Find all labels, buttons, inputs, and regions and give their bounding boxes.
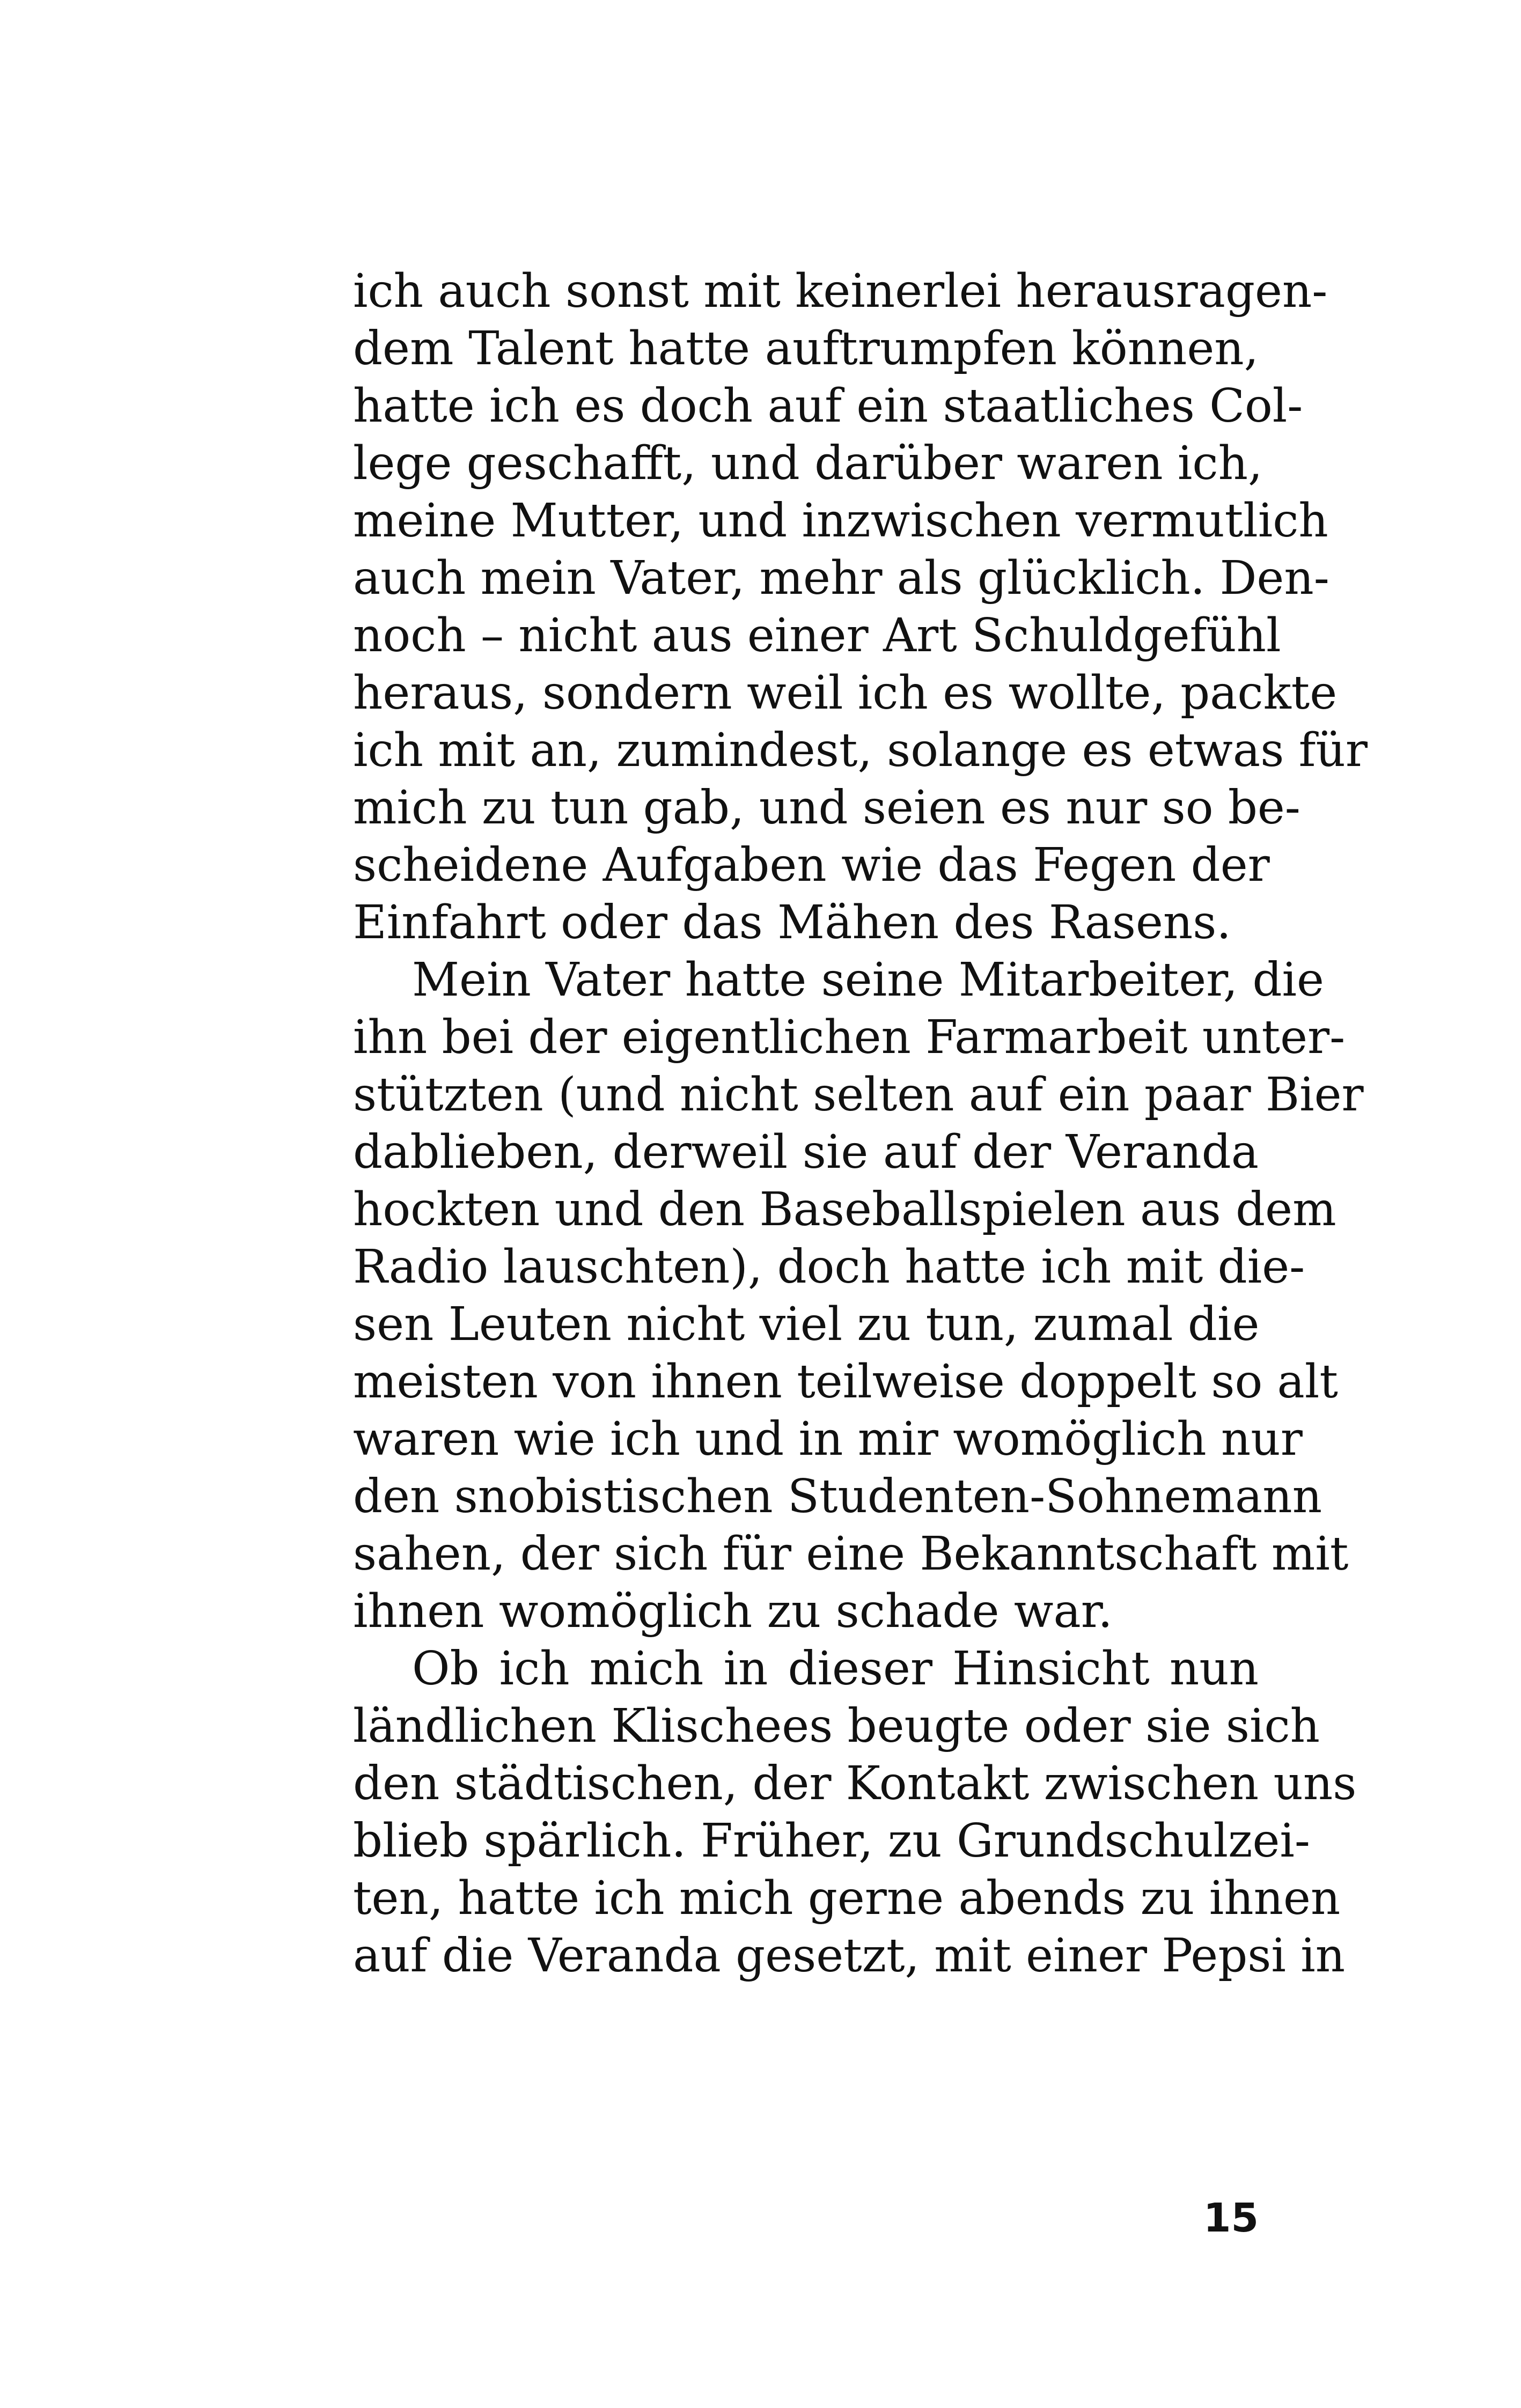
- text-line: ten, hatte ich mich gerne abends zu ihnen: [353, 1872, 1341, 1925]
- text-line: dablieben, derweil sie auf der Veranda: [353, 1125, 1259, 1179]
- text-line: meine Mutter, und inzwischen vermutlich: [353, 494, 1328, 548]
- text-line: ihn bei der eigentlichen Farmarbeit unter-: [353, 1011, 1346, 1064]
- text-line: Mein Vater hatte seine Mitarbeiter, die: [412, 953, 1324, 1007]
- text-line: ich auch sonst mit keinerlei herausragen-: [353, 264, 1328, 318]
- text-line: auf die Veranda gesetzt, mit einer Pepsi in: [353, 1929, 1346, 1983]
- text-line: mich zu tun gab, und seien es nur so be-: [353, 781, 1300, 835]
- text-line: Ob ich mich in dieser Hinsicht nun: [412, 1642, 1259, 1696]
- text-line: stützten (und nicht selten auf ein paar Bier: [353, 1068, 1364, 1122]
- text-line: meisten von ihnen teilweise doppelt so alt: [353, 1355, 1338, 1409]
- text-line: sahen, der sich für eine Bekanntschaft mit: [353, 1527, 1349, 1581]
- text-line: auch mein Vater, mehr als glücklich. Den-: [353, 551, 1329, 605]
- text-line: dem Talent hatte auftrumpfen können,: [353, 322, 1259, 375]
- text-line: den städtischen, der Kontakt zwischen uns: [353, 1757, 1357, 1810]
- text-line: ländlichen Klischees beugte oder sie sich: [353, 1699, 1320, 1753]
- text-line: scheidene Aufgaben wie das Fegen der: [353, 838, 1270, 892]
- text-line: blieb spärlich. Früher, zu Grundschulzei-: [353, 1814, 1310, 1868]
- text-line: lege geschafft, und darüber waren ich,: [353, 437, 1263, 490]
- text-line: Radio lauschten), doch hatte ich mit die-: [353, 1240, 1305, 1294]
- text-line: waren wie ich und in mir womöglich nur: [353, 1412, 1303, 1466]
- text-line: heraus, sondern weil ich es wollte, packte: [353, 666, 1338, 720]
- body-text: [353, 263, 1368, 1985]
- text-line: den snobistischen Studenten-Sohnemann: [353, 1470, 1322, 1523]
- page-number: 15: [1203, 2195, 1259, 2241]
- text-line: hockten und den Baseballspielen aus dem: [353, 1183, 1336, 1236]
- text-line: ihnen womöglich zu schade war.: [353, 1585, 1113, 1638]
- text-line: noch – nicht aus einer Art Schuldgefühl: [353, 609, 1281, 662]
- text-line: hatte ich es doch auf ein staatliches Col-: [353, 379, 1303, 433]
- text-line: sen Leuten nicht viel zu tun, zumal die: [353, 1298, 1260, 1351]
- text-line: ich mit an, zumindest, solange es etwas für: [353, 724, 1368, 777]
- text-line: Einfahrt oder das Mähen des Rasens.: [353, 896, 1231, 949]
